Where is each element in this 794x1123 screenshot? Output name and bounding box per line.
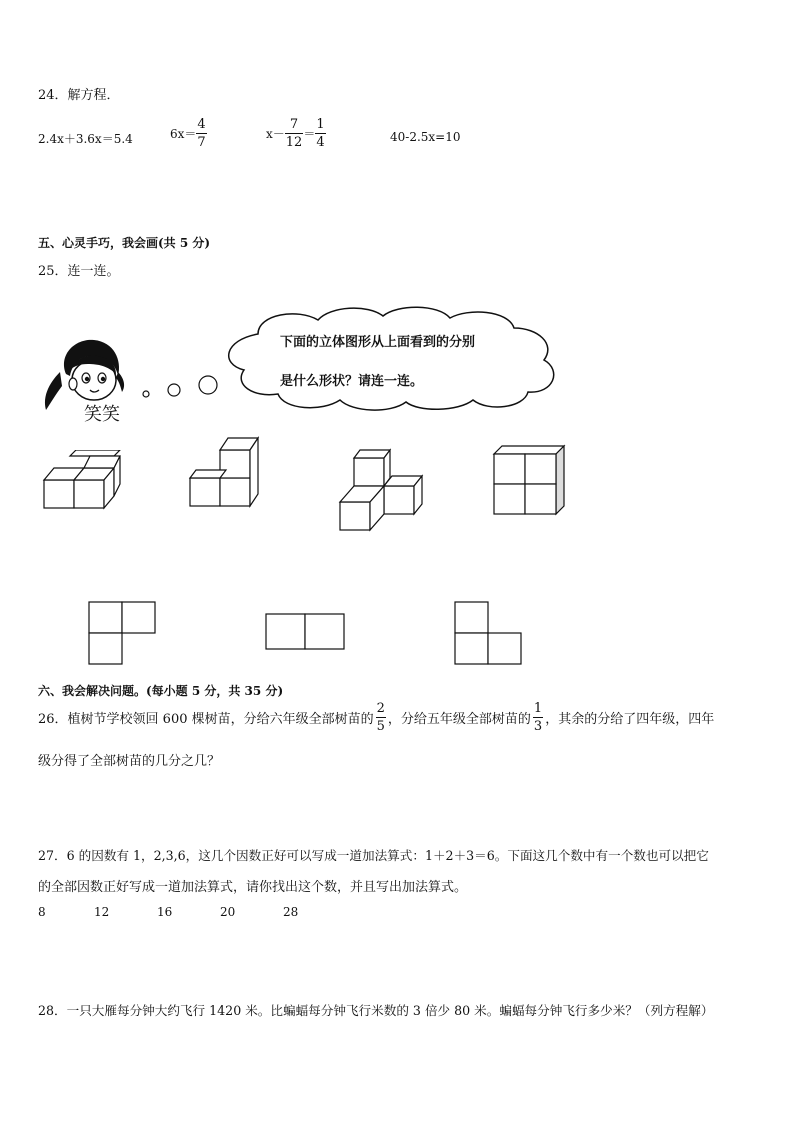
q26-line-1 bbox=[38, 702, 714, 733]
fraction-denominator: 12 bbox=[285, 135, 303, 150]
solid-figure-2 bbox=[186, 432, 266, 512]
thought-bubbles-icon bbox=[140, 372, 224, 402]
speech-cloud bbox=[218, 304, 568, 414]
q27-number-4: 20 bbox=[220, 905, 236, 919]
q27-line-2: 的全部因数正好写成一道加法算式，请你找出这个数，并且写出加法算式。 bbox=[38, 880, 468, 895]
solid-figure-4 bbox=[490, 444, 570, 516]
q26-part-2: ，分给五年级全部树苗的 bbox=[387, 712, 531, 727]
equation-2-lhs: 6x＝ bbox=[170, 127, 197, 141]
equation-1-text: 2.4x＋3.6x＝5.4 bbox=[38, 132, 133, 146]
top-view-shape-2 bbox=[264, 612, 346, 652]
solid-figure-1 bbox=[40, 450, 124, 514]
fraction-2-5 bbox=[376, 702, 386, 733]
equation-3-lhs: x－ bbox=[266, 127, 285, 141]
speech-line-2: 是什么形状？请连一连。 bbox=[280, 374, 424, 389]
q27-line-1: 27．6 的因数有 1，2,3,6，这几个因数正好可以写成一道加法算式：1＋2＋3＝6。下面这几个数中有一个数也可以把它 bbox=[38, 848, 709, 863]
fraction-numerator: 1 bbox=[533, 701, 543, 716]
q26-line-2: 级分得了全部树苗的几分之几？ bbox=[38, 754, 221, 769]
fraction-1-4 bbox=[315, 118, 325, 149]
fraction-numerator: 4 bbox=[197, 117, 206, 132]
fraction-denominator: 3 bbox=[533, 719, 543, 734]
solid-figure-3 bbox=[336, 444, 428, 534]
girl-label: 笑笑 bbox=[84, 404, 120, 425]
q28-text: 28．一只大雁每分钟大约飞行 1420 米。比蝙蝠每分钟飞行米数的 3 倍少 80 米。蝙蝠每分钟飞行多少米？（列方程解） bbox=[38, 1003, 714, 1018]
equation-3-equals: ＝ bbox=[303, 127, 316, 141]
fraction-denominator: 5 bbox=[376, 719, 385, 734]
fraction-numerator: 1 bbox=[316, 117, 325, 132]
q24-title: 24．解方程． bbox=[38, 88, 120, 103]
equation-4 bbox=[390, 130, 461, 144]
fraction-denominator: 4 bbox=[316, 135, 325, 150]
q27-number-2: 12 bbox=[94, 905, 110, 919]
fraction-1-3 bbox=[533, 702, 543, 733]
equation-1 bbox=[38, 130, 133, 147]
q27-number-3: 16 bbox=[157, 905, 173, 919]
q27-number-1: 8 bbox=[38, 905, 46, 919]
equation-3 bbox=[266, 118, 326, 149]
equation-4-text: 40-2.5x=10 bbox=[390, 130, 461, 144]
fraction-4-7 bbox=[196, 118, 206, 149]
q27-number-5: 28 bbox=[283, 905, 299, 919]
equation-2 bbox=[170, 118, 207, 149]
fraction-numerator: 7 bbox=[289, 117, 299, 132]
fraction-7-12 bbox=[285, 118, 304, 149]
fraction-denominator: 7 bbox=[197, 135, 206, 150]
q26-part-1: 26．植树节学校领回 600 棵树苗，分给六年级全部树苗的 bbox=[38, 712, 374, 727]
section-6-heading: 六、我会解决问题。(每小题 5 分，共 35 分) bbox=[38, 684, 284, 698]
top-view-shape-1 bbox=[86, 600, 158, 666]
section-5-heading: 五、心灵手巧，我会画(共 5 分) bbox=[38, 236, 211, 250]
speech-line-1: 下面的立体图形从上面看到的分别 bbox=[280, 335, 476, 350]
q26-part-3: ，其余的分给了四年级，四年 bbox=[545, 712, 715, 727]
fraction-numerator: 2 bbox=[376, 701, 385, 716]
q25-title: 25．连一连。 bbox=[38, 264, 120, 279]
top-view-shape-3 bbox=[452, 600, 524, 666]
